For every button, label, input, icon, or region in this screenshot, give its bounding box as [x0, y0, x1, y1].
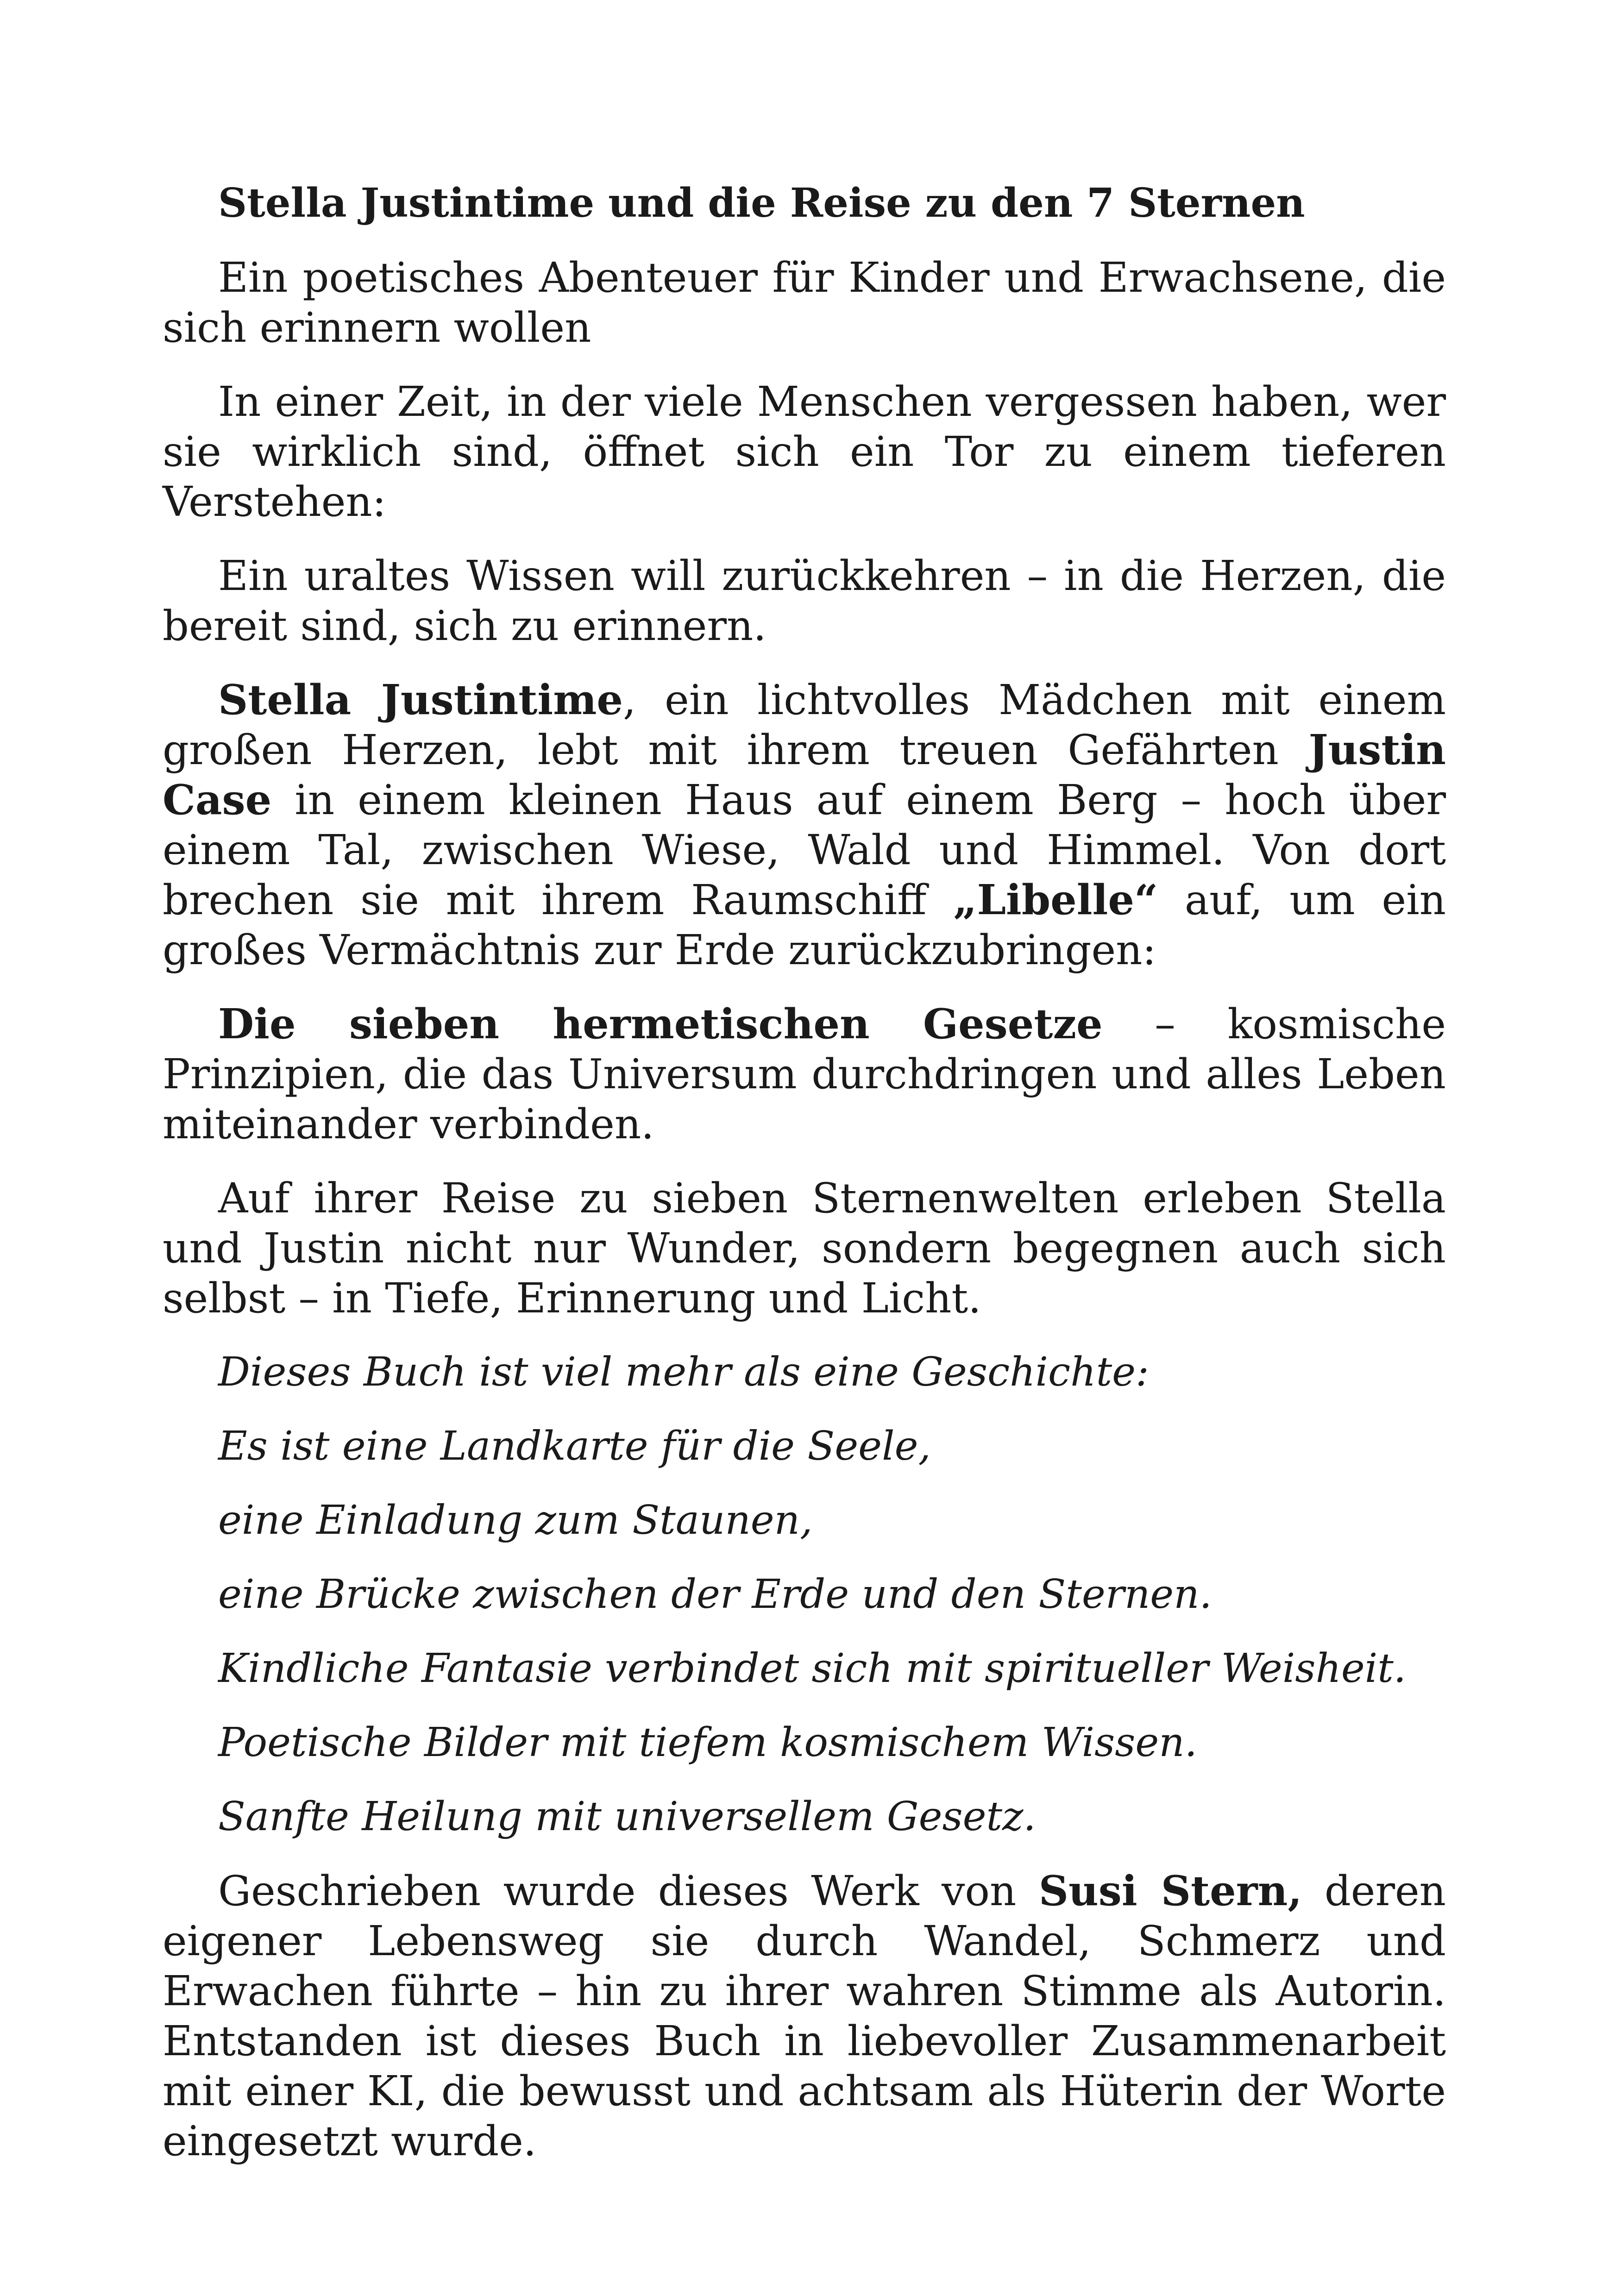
verse-line: Poetische Bilder mit tiefem kosmischem Wissen. — [218, 1719, 1197, 1766]
character-name-justin: Justin Case — [163, 725, 1446, 824]
laws-paragraph — [163, 999, 1446, 1149]
verse-line: eine Einladung zum Staunen, — [218, 1497, 813, 1543]
verse-line: Es ist eine Landkarte für die Seele, — [218, 1423, 931, 1469]
author-paragraph — [163, 1866, 1446, 2166]
book-page — [163, 178, 1446, 2190]
intro-paragraph-2: Ein uraltes Wissen will zurückkehren – in die Herzen, die bereit sind, sich zu erinnern. — [163, 552, 1446, 650]
book-title: Stella Justintime und die Reise zu den 7 Sternen — [218, 180, 1305, 226]
intro-paragraph-1: In einer Zeit, in der viele Menschen vergessen haben, wer sie wirklich sind, öffnet sich ein Tor zu einem tieferen Verstehen: — [163, 377, 1446, 526]
verse-line: Sanfte Heilung mit universellem Gesetz. — [218, 1794, 1036, 1840]
verse-line: Dieses Buch ist viel mehr als eine Geschichte: — [218, 1349, 1149, 1395]
character-name-stella: Stella Justintime — [218, 675, 623, 724]
story-text-2: in einem kleinen Haus auf einem Berg – hoch über einem Tal, zwischen Wiese, Wald und Himmel. Von dort brechen sie mit ihrem Raumschiff — [163, 776, 1446, 924]
laws-term: Die sieben hermetischen Gesetze — [218, 999, 1103, 1048]
story-text-1: , ein lichtvolles Mädchen mit einem großen Herzen, lebt mit ihrem treuen Gefährten — [163, 676, 1446, 774]
author-name: Susi Stern, — [1038, 1866, 1302, 1915]
story-text-3: auf, um ein großes Vermächtnis zur Erde zurückzubringen: — [163, 876, 1446, 974]
laws-text: – kosmische Prinzipien, die das Universum durchdringen und alles Leben miteinander verbinden. — [163, 1000, 1446, 1148]
book-subtitle: Ein poetisches Abenteuer für Kinder und Erwachsene, die sich erinnern wollen — [163, 253, 1446, 351]
author-text-1: Geschrieben wurde dieses Werk von — [218, 1867, 1039, 1915]
verse-line: eine Brücke zwischen der Erde und den Sternen. — [218, 1571, 1212, 1618]
verse-line: Kindliche Fantasie verbindet sich mit spiritueller Weisheit. — [218, 1645, 1407, 1692]
story-paragraph — [163, 675, 1446, 975]
journey-paragraph: Auf ihrer Reise zu sieben Sternenwelten erleben Stella und Justin nicht nur Wunder, sondern begegnen auch sich selbst – in Tiefe, Erinnerung und Licht. — [163, 1174, 1446, 1322]
spaceship-name: „Libelle“ — [953, 875, 1158, 924]
author-text-2: deren eigener Lebensweg sie durch Wandel, Schmerz und Erwachen führte – hin zu ihrer wahren Stimme als Autorin. Entstanden ist dieses Buch in liebevoller Zusammenarbeit mit einer KI, die bewusst und achtsam als Hüterin der Worte eingesetzt wurde. — [163, 1867, 1446, 2165]
